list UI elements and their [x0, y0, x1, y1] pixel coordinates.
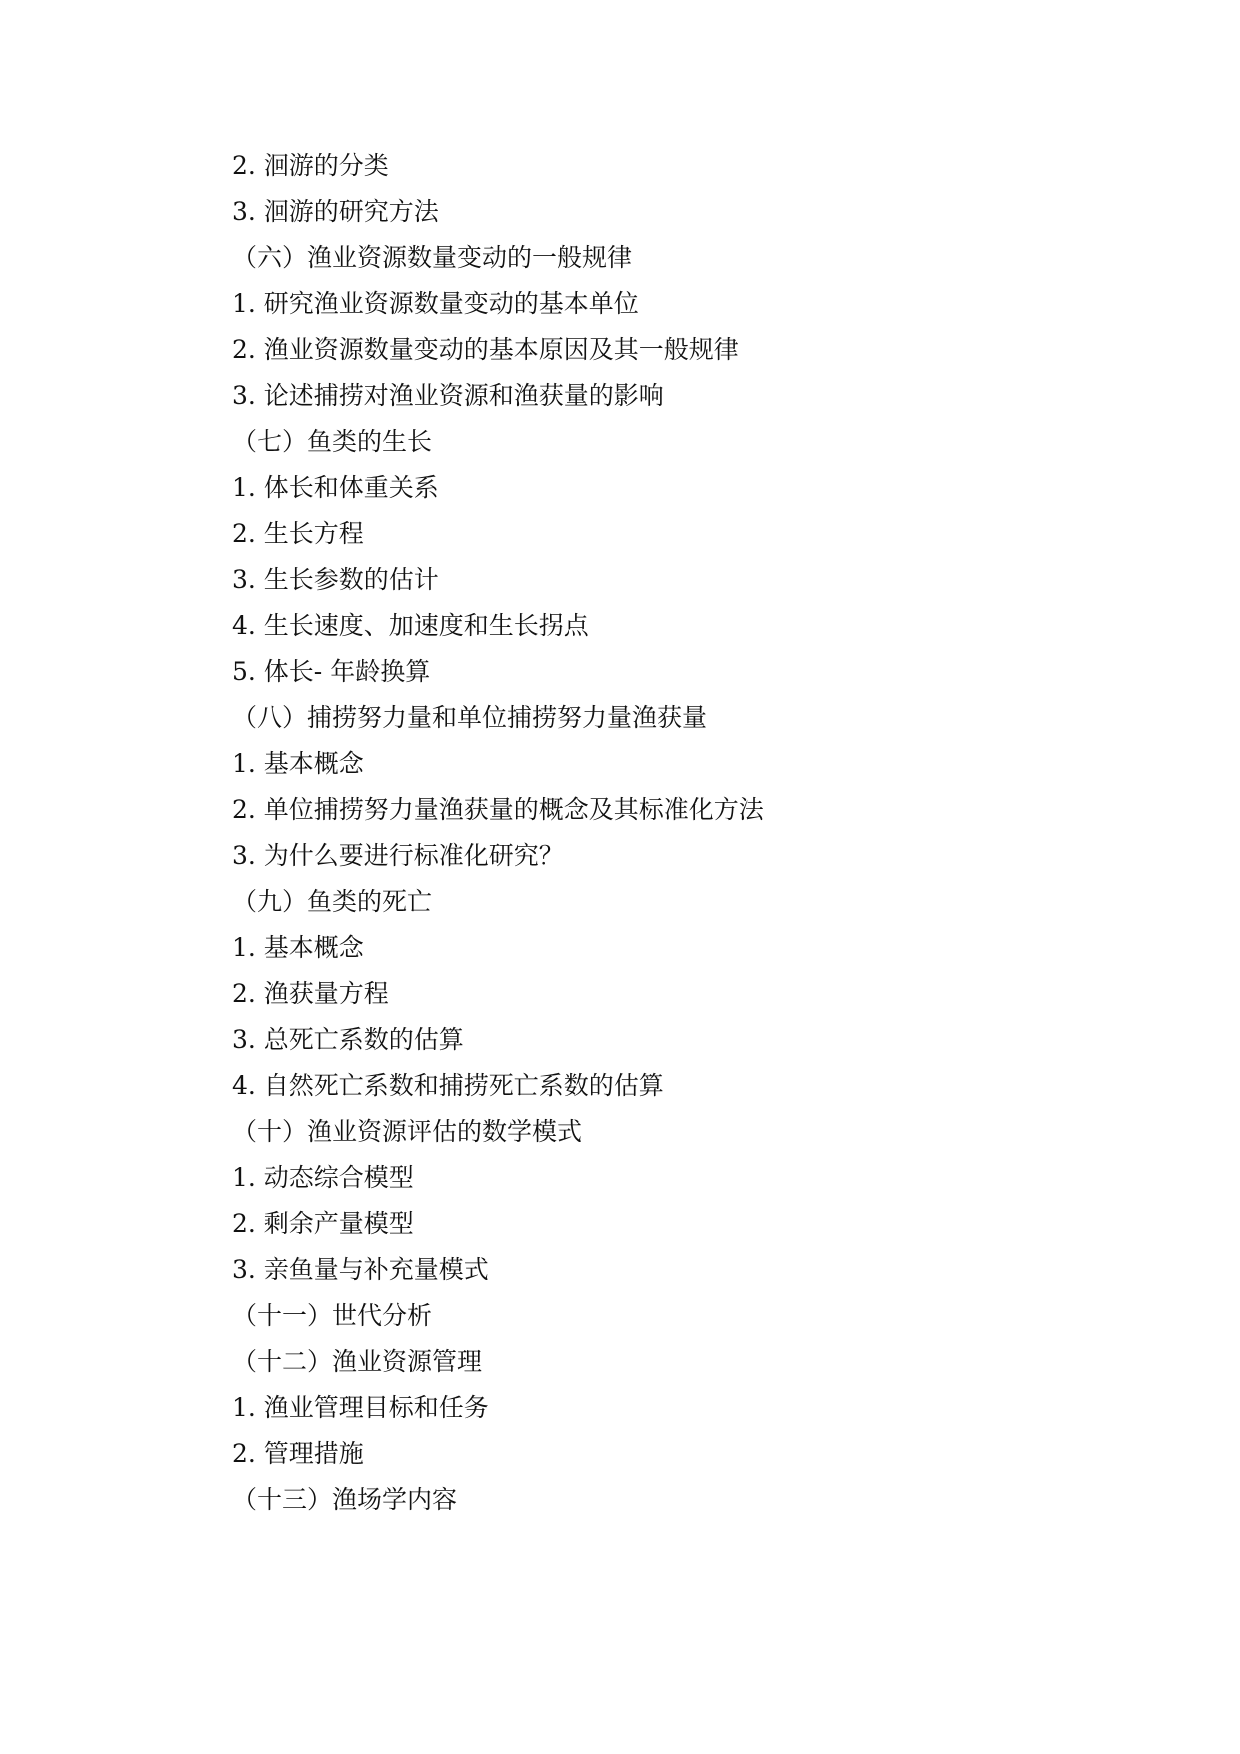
outline-item: 2. 管理措施: [232, 1439, 364, 1468]
outline-item: 2. 剩余产量模型: [232, 1209, 414, 1238]
outline-item: 3. 洄游的研究方法: [232, 197, 439, 226]
section-heading: （六）渔业资源数量变动的一般规律: [232, 243, 633, 272]
outline-item: 4. 生长速度、加速度和生长拐点: [232, 611, 589, 640]
section-heading: （八）捕捞努力量和单位捕捞努力量渔获量: [232, 703, 708, 732]
section-heading: （十）渔业资源评估的数学模式: [232, 1117, 583, 1146]
outline-item: 1. 动态综合模型: [232, 1163, 414, 1192]
outline-item: 2. 生长方程: [232, 519, 364, 548]
outline-item: 2. 洄游的分类: [232, 151, 389, 180]
outline-item: 3. 为什么要进行标准化研究？: [232, 841, 564, 870]
section-heading: （七）鱼类的生长: [232, 427, 433, 456]
outline-item: 3. 生长参数的估计: [232, 565, 439, 594]
section-heading: （十二）渔业资源管理: [232, 1347, 483, 1376]
outline-item: 1. 研究渔业资源数量变动的基本单位: [232, 289, 639, 318]
outline-item: 1. 渔业管理目标和任务: [232, 1393, 489, 1422]
outline-item: 3. 总死亡系数的估算: [232, 1025, 464, 1054]
outline-item: 1. 基本概念: [232, 933, 364, 962]
outline-item: 2. 单位捕捞努力量渔获量的概念及其标准化方法: [232, 795, 764, 824]
outline-item: 2. 渔业资源数量变动的基本原因及其一般规律: [232, 335, 739, 364]
outline-item: 3. 亲鱼量与补充量模式: [232, 1255, 489, 1284]
section-heading: （十一）世代分析: [232, 1301, 433, 1330]
outline-item: 2. 渔获量方程: [232, 979, 389, 1008]
outline-item: 4. 自然死亡系数和捕捞死亡系数的估算: [232, 1071, 664, 1100]
outline-item: 1. 体长和体重关系: [232, 473, 439, 502]
section-heading: （十三）渔场学内容: [232, 1485, 458, 1514]
outline-item: 5. 体长- 年龄换算: [232, 657, 431, 686]
outline-item: 3. 论述捕捞对渔业资源和渔获量的影响: [232, 381, 664, 410]
section-heading: （九）鱼类的死亡: [232, 887, 433, 916]
outline-item: 1. 基本概念: [232, 749, 364, 778]
